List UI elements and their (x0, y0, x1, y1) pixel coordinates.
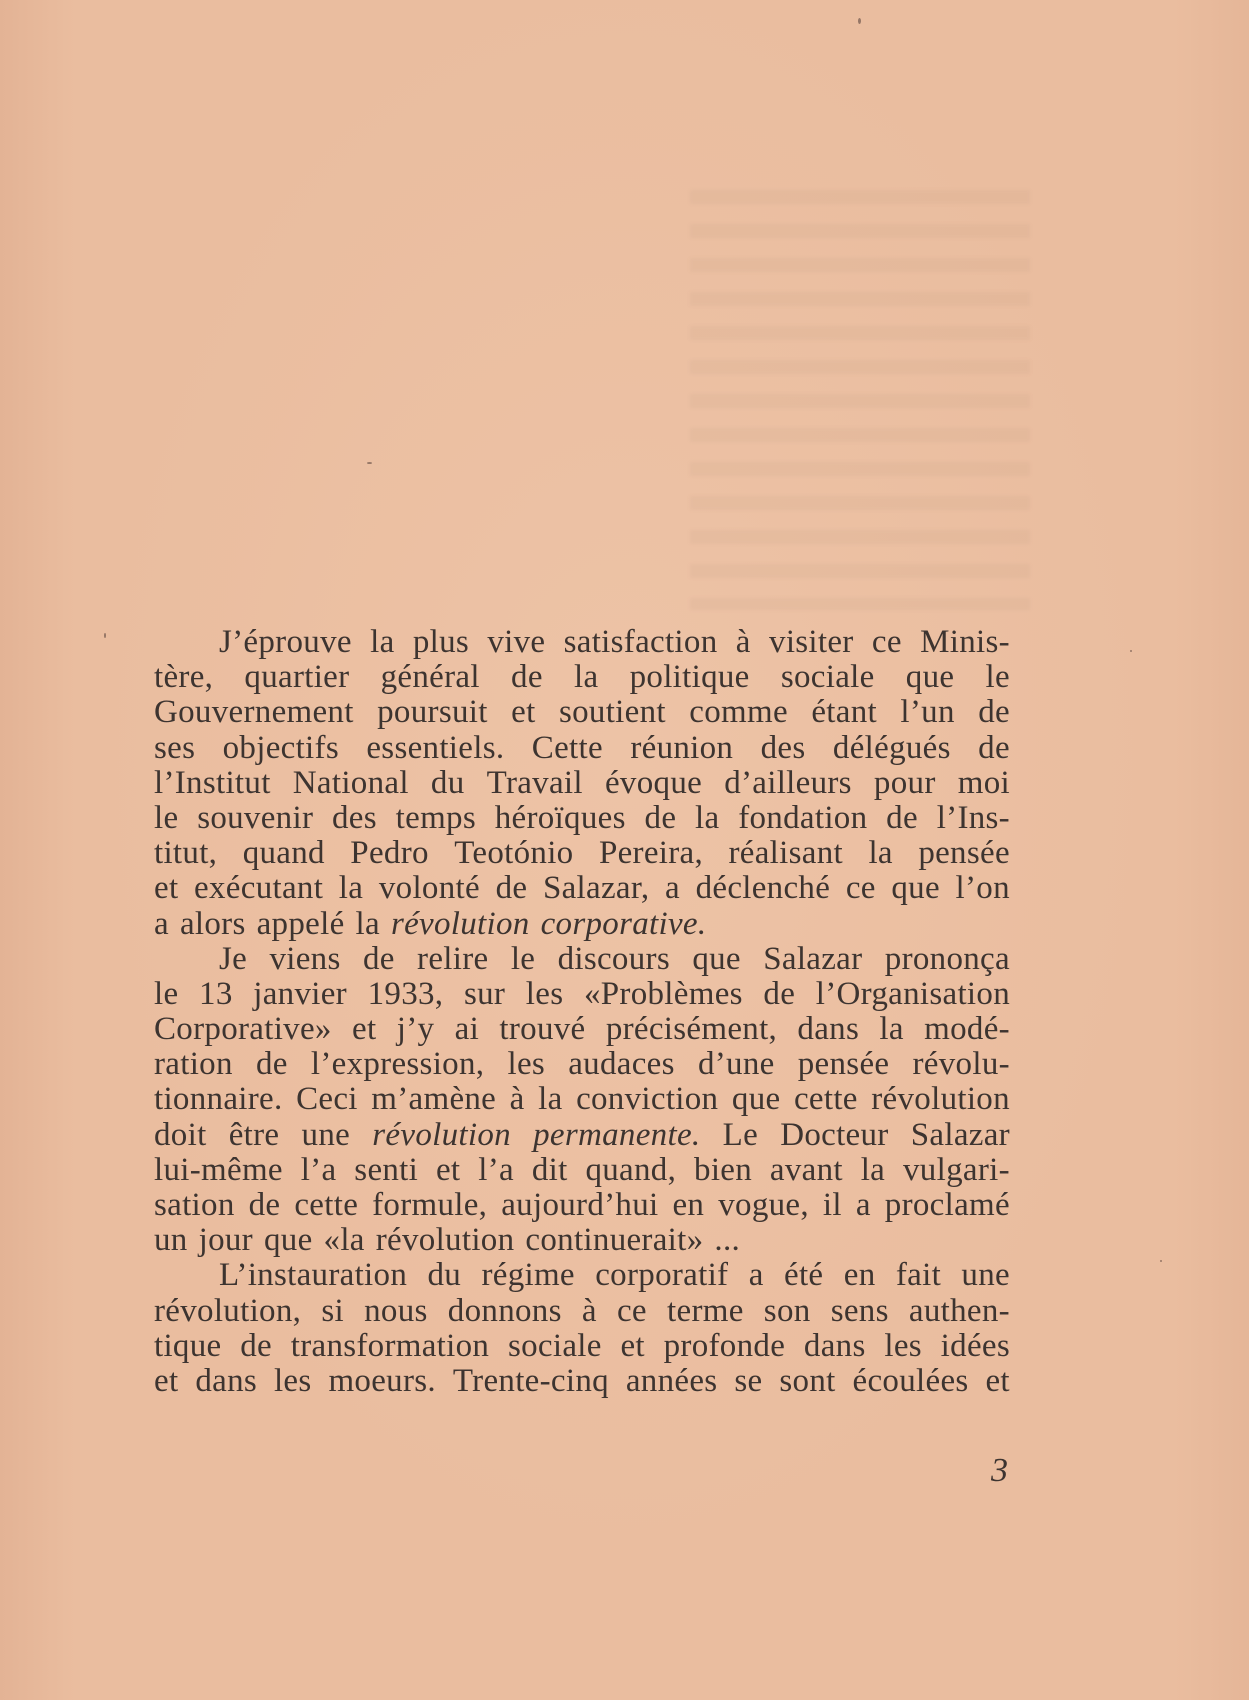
word: volonté (378, 870, 480, 907)
word: satisfaction (563, 624, 718, 660)
paper-speck (104, 633, 106, 638)
word: révolution, (154, 1292, 302, 1329)
word: Cette (531, 729, 603, 766)
word: la (338, 870, 364, 907)
word: sont (779, 1362, 836, 1399)
word: j’y (396, 1011, 435, 1048)
paper-speck (1130, 650, 1132, 652)
word: de (511, 659, 543, 696)
word: bien (694, 1151, 753, 1188)
word: terme (667, 1292, 744, 1329)
word: a (855, 1187, 871, 1223)
word: sociale (780, 659, 875, 696)
word: Gouvernement (154, 694, 354, 731)
word: délégués (832, 729, 951, 766)
word: «la (323, 1222, 365, 1259)
word: audaces (568, 1046, 675, 1083)
word: Pereira, (598, 835, 704, 872)
word: une (301, 1116, 351, 1153)
word: fondation (738, 799, 868, 836)
word: de (978, 694, 1010, 731)
word: L’instauration (219, 1257, 408, 1294)
word: sur (463, 975, 506, 1012)
word: moeurs. (328, 1362, 436, 1399)
word: que (731, 1081, 781, 1118)
word: en (843, 1257, 876, 1294)
word: de (886, 799, 918, 836)
text-line (154, 977, 1010, 1012)
word: doit (154, 1116, 207, 1153)
page-number: 3 (991, 1452, 1008, 1489)
text-line (154, 942, 1010, 977)
word: révolu- (912, 1046, 1010, 1083)
word: que (263, 1222, 313, 1259)
text-line (154, 731, 1010, 766)
word: étant (811, 694, 877, 731)
word: ce (616, 1292, 647, 1329)
word: tique (154, 1327, 222, 1364)
word: a (665, 870, 680, 907)
word: l’Institut (154, 764, 271, 801)
word: du (430, 764, 465, 801)
word: le (985, 659, 1010, 696)
word: alors (179, 905, 246, 942)
text-line (154, 1082, 1010, 1117)
word: viens (269, 940, 341, 977)
word: tionnaire. (154, 1081, 283, 1118)
word: Salazar (763, 940, 863, 977)
word: tère, (154, 659, 214, 696)
word: transformation (290, 1327, 490, 1364)
word: Corporative» (154, 1011, 332, 1048)
word: conviction (576, 1081, 719, 1118)
word: la (538, 1081, 563, 1118)
word: objectifs (222, 729, 339, 766)
word: d’ailleurs (724, 764, 852, 801)
word: comme (689, 694, 788, 731)
word: précisément, (605, 1011, 778, 1048)
word: donnons (447, 1292, 562, 1329)
word: l’a (300, 1151, 337, 1188)
word: dit (531, 1151, 568, 1188)
word: m’amène (371, 1081, 497, 1118)
word: le (154, 975, 179, 1012)
word: quand (242, 835, 325, 872)
word: les (525, 975, 564, 1012)
word: de (978, 729, 1010, 766)
word: exécutant (194, 870, 324, 907)
text-line (154, 871, 1010, 906)
text-line (154, 1364, 1010, 1399)
word: de (495, 870, 528, 907)
text-line (154, 1223, 1010, 1258)
word: de (362, 940, 395, 977)
word: et (985, 1362, 1010, 1399)
word: essentiels. (366, 729, 505, 766)
word: pensée (797, 1046, 890, 1083)
text-line (154, 1188, 1010, 1223)
text-line (154, 695, 1010, 730)
word: le (154, 799, 179, 836)
show-through-text (690, 190, 1030, 610)
word: jour (198, 1222, 253, 1259)
word: trouvé (499, 1011, 586, 1048)
word: en (672, 1187, 705, 1223)
word: vulgari- (903, 1151, 1010, 1188)
word: ration (154, 1046, 233, 1083)
word: aujourd’hui (501, 1187, 659, 1223)
word: pour (873, 764, 936, 801)
word: pensée (918, 835, 1010, 872)
word: a (154, 905, 169, 942)
word: modé- (924, 1011, 1010, 1048)
text-line (154, 625, 1010, 660)
word: général (380, 659, 480, 696)
word: dans (803, 1327, 866, 1364)
word: a (748, 1257, 764, 1294)
word: proclamé (884, 1187, 1010, 1223)
word: de (255, 1046, 288, 1083)
word: Le (722, 1116, 759, 1153)
word: les (884, 1327, 922, 1364)
word: sens (830, 1292, 889, 1329)
word: et (352, 1011, 377, 1048)
word: vive (487, 624, 546, 660)
word: et (511, 694, 536, 731)
word: le (510, 940, 536, 977)
word: que (905, 659, 955, 696)
word: prononça (884, 940, 1010, 977)
word: moi (957, 764, 1010, 801)
word: déclenché (695, 870, 831, 907)
word: régime (481, 1257, 575, 1294)
paper-speck (367, 462, 372, 464)
word: être (228, 1116, 280, 1153)
word: profonde (663, 1327, 786, 1364)
word: lui-même (154, 1151, 283, 1188)
word: l’un (900, 694, 955, 731)
word: ... (714, 1222, 741, 1259)
word: si (321, 1292, 344, 1329)
word: visiter (769, 624, 854, 660)
word: à (581, 1292, 597, 1329)
word: Salazar (910, 1116, 1010, 1153)
word: continuerait» (525, 1222, 704, 1259)
word: l’Organisation (815, 975, 1010, 1012)
word: les (507, 1046, 546, 1083)
word: son (763, 1292, 811, 1329)
word: vogue, (718, 1187, 809, 1223)
word: authen- (908, 1292, 1010, 1329)
word: de (248, 1187, 281, 1223)
word: avant (769, 1151, 843, 1188)
italic-word: corporative. (540, 905, 707, 942)
word: 1933, (367, 975, 444, 1012)
text-line (154, 660, 1010, 695)
word: réunion (630, 729, 734, 766)
word: discours (557, 940, 670, 977)
word: sociale (507, 1327, 602, 1364)
word: des (332, 799, 377, 836)
word: Docteur (780, 1116, 889, 1153)
word: quand, (585, 1151, 677, 1188)
word: la (860, 1151, 886, 1188)
word: Trente-cinq (452, 1362, 609, 1399)
text-line (154, 1118, 1010, 1153)
text-line (154, 766, 1010, 801)
word: années (625, 1362, 718, 1399)
word: une (961, 1257, 1010, 1294)
paper-speck (1160, 1260, 1162, 1262)
word: un (154, 1222, 188, 1259)
word: d’une (697, 1046, 775, 1083)
word: relire (417, 940, 489, 977)
word: que (692, 940, 741, 977)
word: fait (895, 1257, 942, 1294)
word: il (822, 1187, 842, 1223)
word: la (868, 835, 893, 872)
text-line (154, 1294, 1010, 1329)
word: souvenir (197, 799, 314, 836)
word: ses (154, 729, 196, 766)
word: formule, (372, 1187, 488, 1223)
text-line (154, 907, 1010, 942)
word: senti (354, 1151, 419, 1188)
body-text (154, 625, 1010, 1399)
text-line (154, 836, 1010, 871)
word: temps (395, 799, 476, 836)
word: révolution (871, 1081, 1010, 1118)
word: cette (294, 1187, 359, 1223)
word: la (573, 659, 599, 696)
word: de (644, 799, 677, 836)
word: Travail (486, 764, 583, 801)
word: idées (940, 1327, 1010, 1364)
word: et (154, 1362, 179, 1399)
word: héroïques (494, 799, 626, 836)
word: été (784, 1257, 824, 1294)
word: janvier (253, 975, 347, 1012)
word: l’a (478, 1151, 514, 1188)
word: du (427, 1257, 462, 1294)
word: la (355, 905, 380, 942)
word: Pedro (350, 835, 429, 872)
word: Ceci (296, 1081, 358, 1118)
italic-word: permanente. (533, 1116, 701, 1153)
word: plus (412, 624, 470, 660)
text-line (154, 1153, 1010, 1188)
word: nous (364, 1292, 428, 1329)
paper-speck (858, 18, 861, 24)
word: à (735, 624, 751, 660)
word: quartier (244, 659, 350, 696)
word: J’éprouve (219, 624, 352, 660)
word: ce (871, 624, 902, 660)
word: ce (845, 870, 876, 907)
word: Teotónio (454, 835, 574, 872)
word: Minis- (920, 624, 1010, 660)
text-line (154, 1258, 1010, 1293)
text-line (154, 1012, 1010, 1047)
word: politique (629, 659, 750, 696)
word: et (620, 1327, 645, 1364)
word: sation (154, 1187, 235, 1223)
word: National (292, 764, 409, 801)
word: dans (797, 1011, 860, 1048)
text-line (154, 1047, 1010, 1082)
word: la (695, 799, 720, 836)
word: l’Ins- (936, 799, 1010, 836)
word: réalisant (728, 835, 843, 872)
word: la (370, 624, 395, 660)
word: la (879, 1011, 904, 1048)
word: évoque (604, 764, 703, 801)
word: l’expression, (310, 1046, 485, 1083)
word: de (763, 975, 796, 1012)
word: titut, (154, 835, 218, 872)
italic-word: révolution (372, 1116, 511, 1153)
word: des (760, 729, 806, 766)
word: poursuit (377, 694, 488, 731)
word: 13 (199, 975, 233, 1012)
word: se (734, 1362, 763, 1399)
word: corporatif (595, 1257, 729, 1294)
word: et (154, 870, 179, 907)
text-line (154, 1329, 1010, 1364)
word: les (273, 1362, 312, 1399)
word: l’on (955, 870, 1010, 907)
italic-word: révolution (390, 905, 530, 942)
word: appelé (256, 905, 345, 942)
word: que (891, 870, 940, 907)
text-line (154, 801, 1010, 836)
word: dans (195, 1362, 258, 1399)
word: Salazar, (542, 870, 650, 907)
word: écoulées (852, 1362, 969, 1399)
word: et (435, 1151, 461, 1188)
word: à (509, 1081, 525, 1118)
word: ai (454, 1011, 480, 1048)
word: Je (219, 940, 248, 977)
word: «Problèmes (583, 975, 743, 1012)
word: révolution (375, 1222, 515, 1259)
word: soutient (558, 694, 666, 731)
word: de (240, 1327, 272, 1364)
word: cette (793, 1081, 858, 1118)
